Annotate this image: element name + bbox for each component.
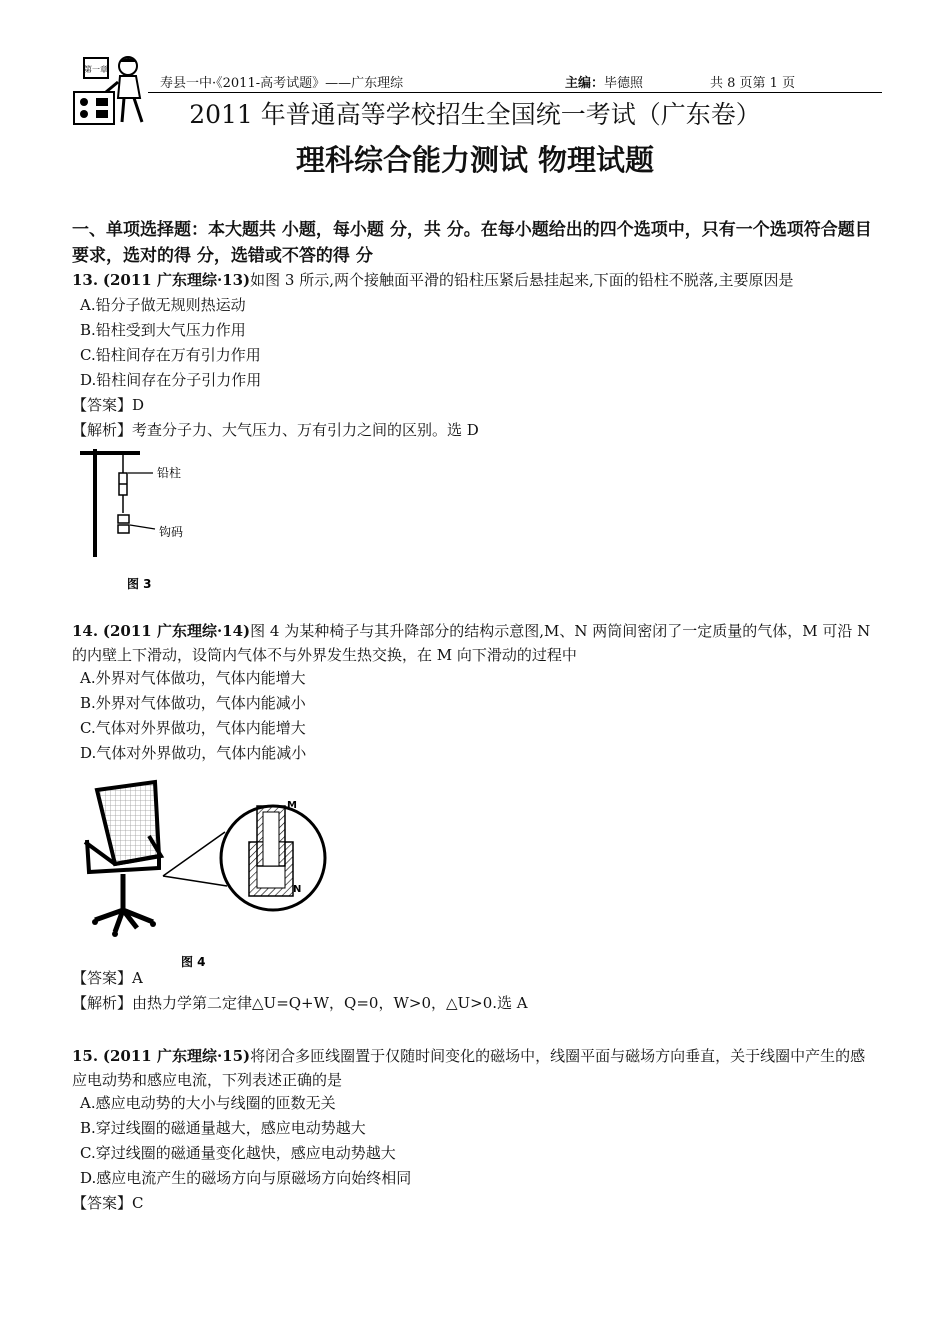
figure-3-label-weight: 钩码 bbox=[159, 525, 184, 539]
q14-analysis-label: 【解析】 bbox=[72, 994, 133, 1012]
q15-option-b: B.穿过线圈的磁通量越大，感应电动势越大 bbox=[80, 1119, 366, 1137]
header-editor-label: 主编： bbox=[565, 76, 605, 91]
figure-4 bbox=[75, 770, 335, 970]
q14-option-b: B.外界对气体做功，气体内能减小 bbox=[80, 694, 306, 712]
q15-option-d: D.感应电流产生的磁场方向与原磁场方向始终相同 bbox=[80, 1169, 412, 1187]
q14-stem bbox=[72, 619, 880, 667]
header-school: 寿县一中·《2011-高考试题》——广东理综 bbox=[160, 76, 404, 91]
q13-stem-line bbox=[72, 270, 794, 290]
header-editor: 毕德照 bbox=[604, 76, 644, 91]
q15-number: 15. bbox=[72, 1047, 99, 1065]
page-title: 2011 年普通高等学校招生全国统一考试（广东卷） bbox=[189, 100, 761, 129]
header-pages: 共 8 页第 1 页 bbox=[710, 76, 796, 91]
q13-answer-value: D bbox=[132, 396, 145, 414]
q13-stem: 如图 3 所示,两个接触面平滑的铅柱压紧后悬挂起来,下面的铅柱不脱落,主要原因是 bbox=[250, 271, 794, 289]
page-header bbox=[160, 72, 880, 92]
q13-option-b: B.铅柱受到大气压力作用 bbox=[80, 321, 246, 339]
q14-source: (2011 广东理综·14) bbox=[102, 622, 251, 640]
header-rule bbox=[148, 92, 882, 93]
chair-icon bbox=[85, 782, 161, 937]
q14-stem-text: 图 4 为某种椅子与其升降部分的结构示意图,M、N 两筒间密闭了一定质量的气体，M 可沿 N 的内壁上下滑动，设筒内气体不与外界发生热交换，在 M 向下滑动的过程中 bbox=[72, 622, 871, 664]
q14-answer-label: 【答案】 bbox=[72, 969, 133, 987]
q14-number: 14. bbox=[72, 622, 99, 640]
figure-3-caption: 图 3 bbox=[127, 577, 152, 591]
q13-analysis-label: 【解析】 bbox=[72, 421, 133, 439]
figure-4-caption: 图 4 bbox=[181, 955, 206, 969]
q13-answer-label: 【答案】 bbox=[72, 396, 133, 414]
page-subtitle: 理科综合能力测试 物理试题 bbox=[295, 143, 655, 177]
q14-option-a: A.外界对气体做功，气体内能增大 bbox=[80, 669, 306, 687]
figure-4-label-m: M bbox=[287, 800, 297, 811]
figure-3 bbox=[75, 445, 215, 595]
q13-option-c: C.铅柱间存在万有引力作用 bbox=[80, 346, 261, 364]
q15-answer-label: 【答案】 bbox=[72, 1194, 133, 1212]
figure-4-label-n: N bbox=[293, 884, 302, 895]
section-heading: 一、单项选择题：本大题共 小题，每小题 分，共 分。在每小题给出的四个选项中，只有一个选项符合题目要求，选对的得 分，选错或不答的得 分 bbox=[72, 220, 872, 266]
q13-analysis-text: 考查分子力、大气压力、万有引力之间的区别。选 D bbox=[132, 421, 479, 439]
q14-answer-value: A bbox=[132, 969, 143, 987]
q13-source: (2011 广东理综·13) bbox=[102, 271, 251, 289]
q14-analysis bbox=[72, 993, 528, 1013]
q15-option-a: A.感应电动势的大小与线圈的匝数无关 bbox=[80, 1094, 336, 1112]
logo-text: 第一章 bbox=[84, 65, 108, 74]
q15-stem-text: 将闭合多匝线圈置于仅随时间变化的磁场中，线圈平面与磁场方向垂直，关于线圈中产生的感应电动势和感应电流，下列表述正确的是 bbox=[72, 1047, 866, 1089]
q15-source: (2011 广东理综·15) bbox=[102, 1047, 251, 1065]
q15-answer bbox=[72, 1193, 144, 1213]
q13-answer bbox=[72, 395, 144, 415]
q14-option-d: D.气体对外界做功，气体内能减小 bbox=[80, 744, 307, 762]
q13-analysis bbox=[72, 420, 479, 440]
q15-option-c: C.穿过线圈的磁通量变化越快，感应电动势越大 bbox=[80, 1144, 396, 1162]
q13-option-d: D.铅柱间存在分子引力作用 bbox=[80, 371, 262, 389]
q15-answer-value: C bbox=[132, 1194, 144, 1212]
q13-number: 13. bbox=[72, 271, 99, 289]
q14-answer bbox=[72, 968, 143, 988]
figure-3-label-lead: 铅柱 bbox=[157, 466, 182, 480]
q14-analysis-text: 由热力学第二定律△U=Q+W，Q=0，W>0，△U>0.选 A bbox=[132, 994, 528, 1012]
q14-option-c: C.气体对外界做功，气体内能增大 bbox=[80, 719, 306, 737]
q13-option-a: A.铅分子做无规则热运动 bbox=[80, 296, 246, 314]
q15-stem bbox=[72, 1044, 880, 1092]
